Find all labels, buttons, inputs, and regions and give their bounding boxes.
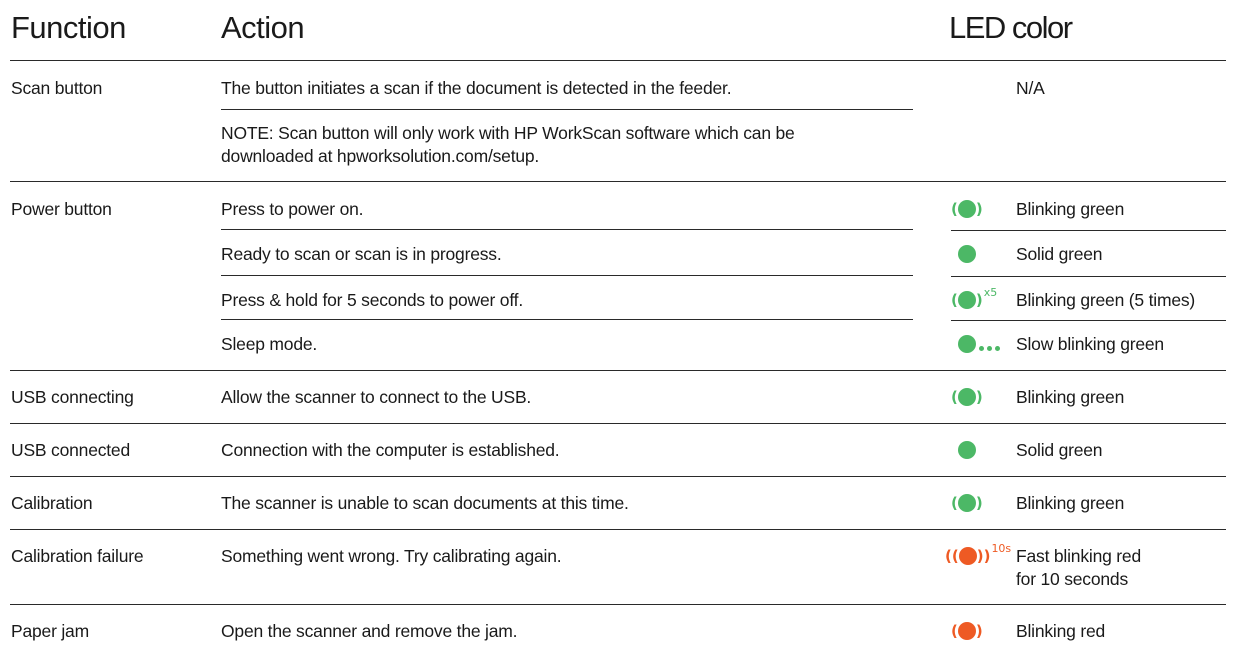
led-sub-divider: [951, 276, 1226, 277]
function-usb-connected: USB connected: [11, 440, 131, 460]
function-calibration-failure: Calibration failure: [11, 546, 144, 566]
header-action: Action: [221, 10, 305, 45]
x5-badge: x5: [983, 286, 998, 299]
led-sub-divider: [951, 320, 1226, 321]
led-label: Slow blinking green: [1016, 334, 1164, 354]
led-sub-divider: [951, 230, 1226, 231]
function-power-button: Power button: [11, 199, 112, 219]
fast-blinking-red-icon: (( )) 10s: [945, 542, 1012, 565]
sub-divider: [221, 229, 913, 230]
action-text: Ready to scan or scan is in progress.: [221, 244, 502, 264]
solid-green-icon: [958, 243, 976, 265]
10s-badge: 10s: [991, 542, 1012, 555]
action-text: Sleep mode.: [221, 334, 318, 354]
row-divider: [10, 476, 1226, 477]
row-divider: [10, 370, 1226, 371]
action-text: Press to power on.: [221, 199, 364, 219]
led-label-line2: for 10 seconds: [1016, 569, 1128, 589]
led-label: Solid green: [1016, 244, 1103, 264]
sub-divider: [221, 319, 913, 320]
blinking-green-icon: ( ): [951, 200, 983, 218]
function-paper-jam: Paper jam: [11, 621, 89, 641]
solid-green-icon: [958, 439, 976, 461]
header-divider: [10, 60, 1226, 61]
note-text: NOTE: Scan button will only work with HP WorkScan software which can be: [221, 123, 795, 143]
led-label: Solid green: [1016, 440, 1103, 460]
row-divider: [10, 604, 1226, 605]
blinking-green-icon: ( ): [951, 494, 983, 512]
blinking-green-x5-icon: ( ) x5: [951, 286, 998, 309]
action-text: The button initiates a scan if the document is detected in the feeder.: [221, 78, 732, 98]
led-label: Blinking green: [1016, 199, 1125, 219]
action-text: The scanner is unable to scan documents at this time.: [221, 493, 629, 513]
action-text: Something went wrong. Try calibrating again.: [221, 546, 562, 566]
led-label: N/A: [1016, 78, 1045, 98]
action-text: Press & hold for 5 seconds to power off.: [221, 290, 523, 310]
led-label: Blinking green (5 times): [1016, 290, 1196, 310]
blinking-green-icon: ( ): [951, 388, 983, 406]
row-divider: [10, 181, 1226, 182]
slow-blinking-green-icon: [958, 333, 1000, 355]
action-text: Open the scanner and remove the jam.: [221, 621, 518, 641]
led-label: Blinking red: [1016, 621, 1106, 641]
function-calibration: Calibration: [11, 493, 93, 513]
header-led-color: LED color: [949, 10, 1072, 45]
sub-divider: [221, 109, 913, 110]
function-usb-connecting: USB connecting: [11, 387, 134, 407]
action-text: Allow the scanner to connect to the USB.: [221, 387, 532, 407]
led-label: Blinking green: [1016, 493, 1125, 513]
note-text-line2: downloaded at hpworksolution.com/setup.: [221, 146, 540, 166]
blinking-red-icon: ( ): [951, 622, 983, 640]
sub-divider: [221, 275, 913, 276]
row-divider: [10, 423, 1226, 424]
row-divider: [10, 529, 1226, 530]
function-scan-button: Scan button: [11, 78, 103, 98]
led-label: Blinking green: [1016, 387, 1125, 407]
header-function: Function: [11, 10, 126, 45]
led-label: Fast blinking red: [1016, 546, 1141, 566]
action-text: Connection with the computer is established.: [221, 440, 560, 460]
